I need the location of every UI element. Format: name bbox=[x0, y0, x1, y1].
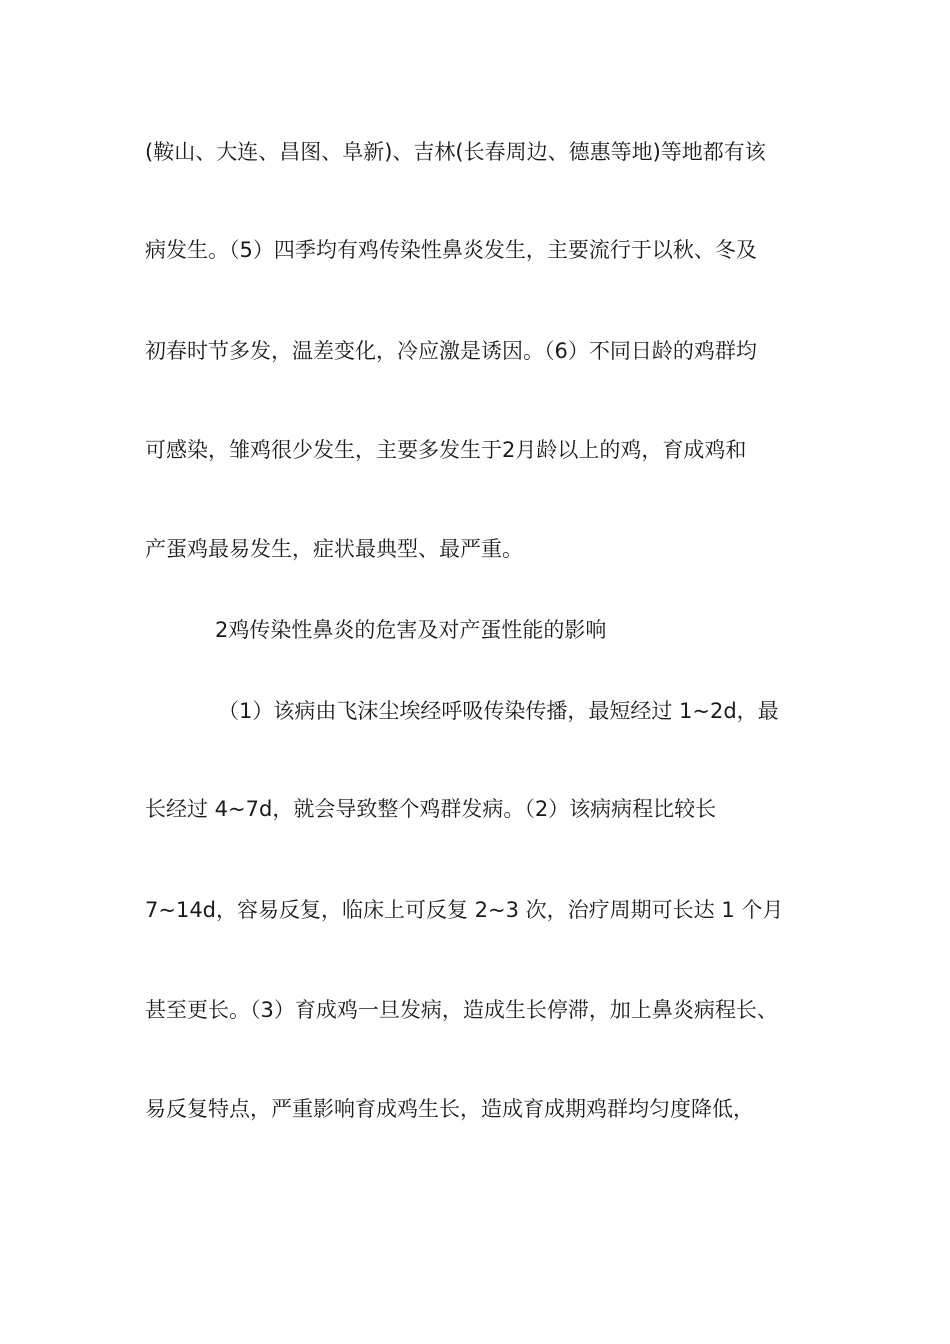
paragraph-line-1: (鞍山、大连、昌图、阜新)、吉林(长春周边、德惠等地)等地都有该 bbox=[145, 140, 766, 164]
paragraph-line-7: 长经过 4~7d，就会导致整个鸡群发病。（2）该病病程比较长 bbox=[145, 797, 717, 821]
paragraph-line-3: 初春时节多发，温差变化，冷应激是诱因。（6）不同日龄的鸡群均 bbox=[145, 339, 757, 363]
paragraph-line-2: 病发生。（5）四季均有鸡传染性鼻炎发生，主要流行于以秋、冬及 bbox=[145, 238, 757, 262]
paragraph-line-10: 易反复特点，严重影响育成鸡生长，造成育成期鸡群均匀度降低， bbox=[145, 1097, 754, 1121]
paragraph-line-5: 产蛋鸡最易发生，症状最典型、最严重。 bbox=[145, 537, 523, 561]
paragraph-line-6: （1）该病由飞沫尘埃经呼吸传染传播，最短经过 1~2d，最 bbox=[218, 699, 779, 723]
paragraph-line-4: 可感染，雏鸡很少发生，主要多发生于2月龄以上的鸡，育成鸡和 bbox=[145, 438, 747, 462]
section-heading: 2鸡传染性鼻炎的危害及对产蛋性能的影响 bbox=[215, 618, 607, 642]
paragraph-line-9: 甚至更长。（3）育成鸡一旦发病，造成生长停滞，加上鼻炎病程长、 bbox=[145, 998, 778, 1022]
paragraph-line-8: 7~14d，容易反复，临床上可反复 2~3 次，治疗周期可长达 1 个月 bbox=[145, 898, 784, 922]
